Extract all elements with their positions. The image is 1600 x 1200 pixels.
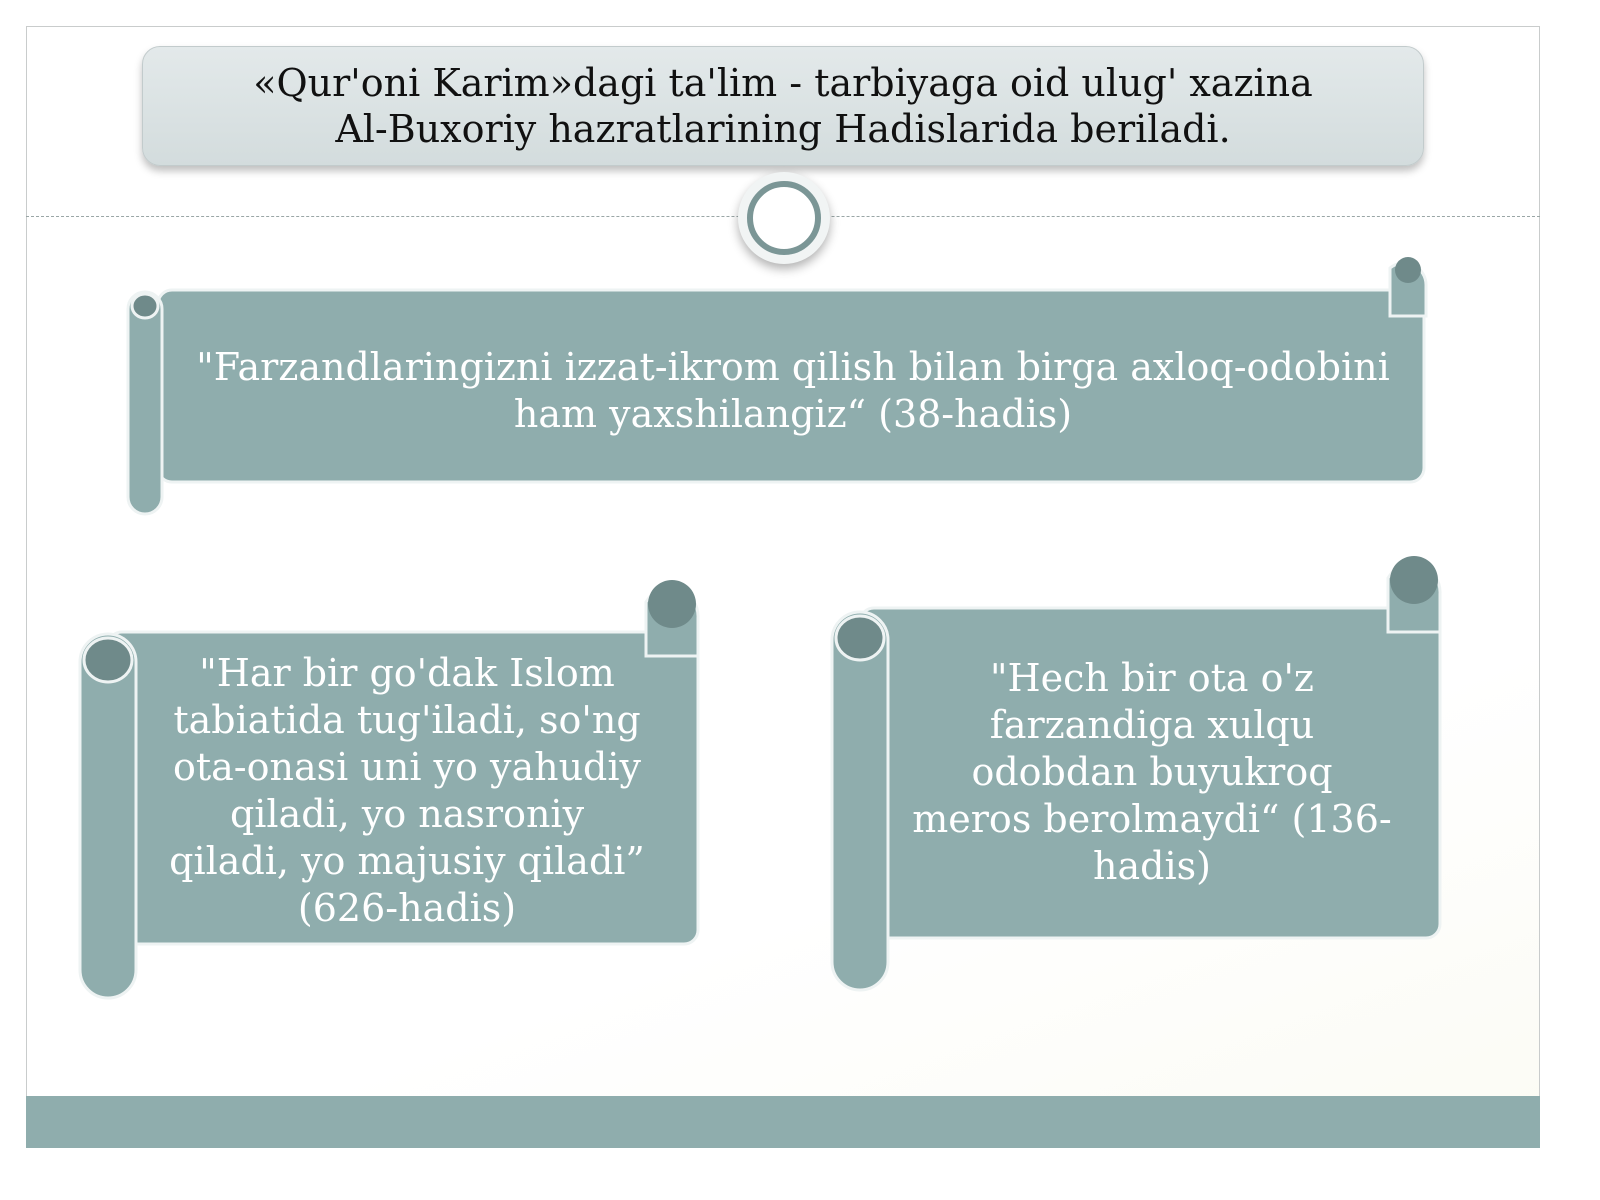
scroll-text-626: "Har bir go'dak Islom tabiatida tug'iladi, so'ng ota-onasi uni yo yahudiy qiladi, yo nasroniy qiladi, yo majusiy qiladi” (626-hadis) xyxy=(169,651,645,930)
scroll-hadith-136 xyxy=(832,552,1444,994)
title-text: «Qur'oni Karim»dagi ta'lim - tarbiyaga oid ulug' xazina Al-Buxoriy hazratlarining Hadislarida beriladi. xyxy=(253,61,1313,151)
ring-connector xyxy=(738,172,830,264)
scroll-text-38: "Farzandlaringizni izzat-ikrom qilish bilan birga axloq-odobini ham yaxshilangiz“ (38-hadis) xyxy=(196,345,1390,436)
scroll-hadith-626 xyxy=(80,576,702,1000)
scroll-text-136: "Hech bir ota o'z farzandiga xulqu odobdan buyukroq meros berolmaydi“ (136-hadis) xyxy=(912,655,1392,888)
title-box xyxy=(142,46,1424,166)
scroll-hadith-38 xyxy=(128,256,1428,518)
footer-bar xyxy=(26,1096,1540,1148)
